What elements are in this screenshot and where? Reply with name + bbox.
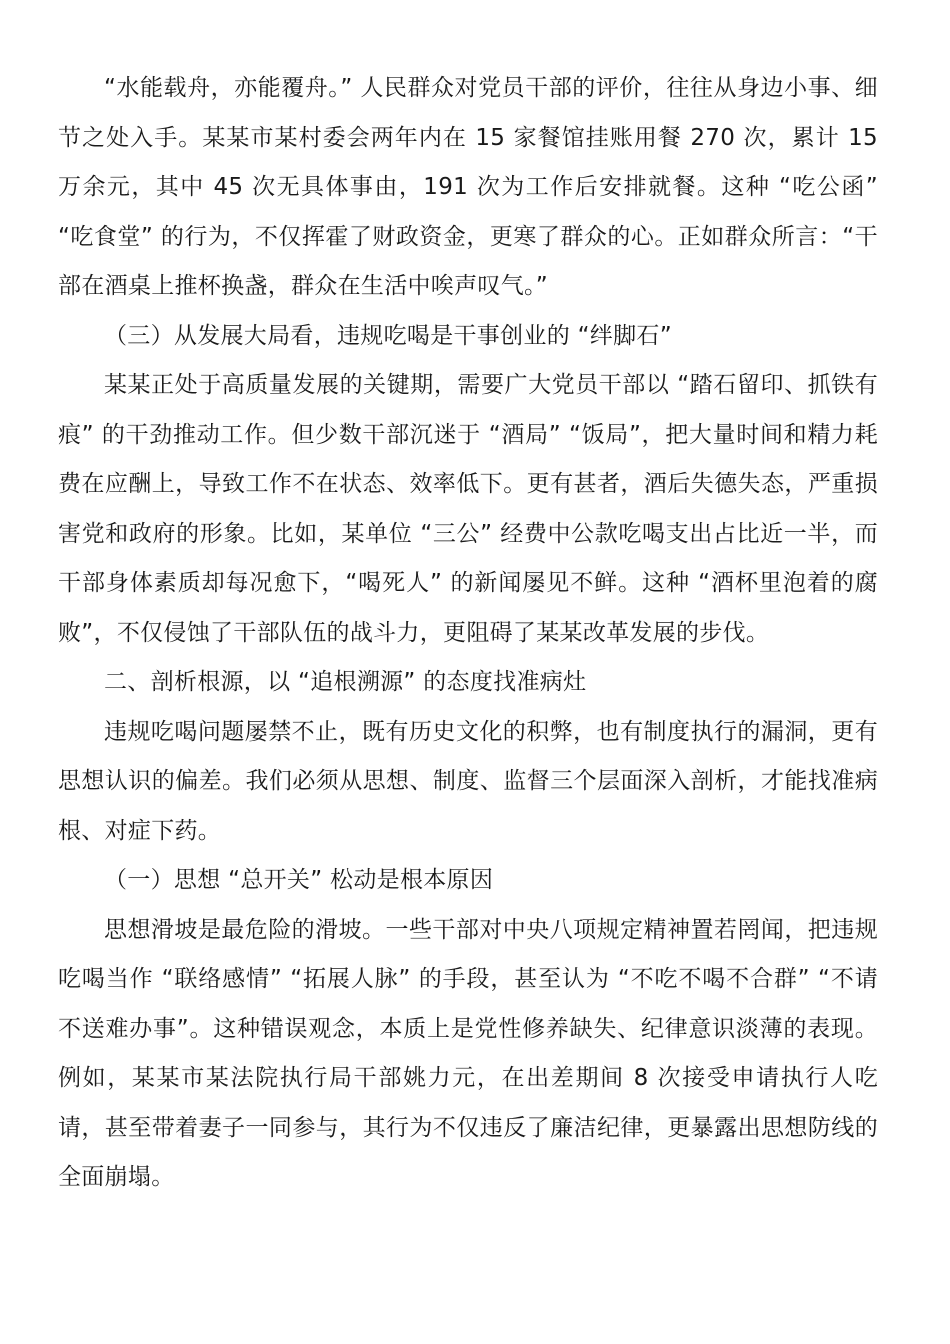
- section-heading: （三）从发展大局看，违规吃喝是干事创业的 “绊脚石”: [104, 322, 672, 349]
- document-body: [58, 64, 878, 1203]
- paragraph-body: 某某正处于高质量发展的关键期，需要广大党员干部以 “踏石留印、抓铁有痕” 的干劲推动工作。但少数干部沉迷于 “酒局” “饭局”，把大量时间和精力耗费在应酬上，导致工作不在状态、效率低下。更有甚者，酒后失德失态，严重损害党和政府的形象。比如，某单位 “三公” 经费中公款吃喝支出占比近一半，而干部身体素质却每况愈下，“喝死人” 的新闻屡见不鲜。这种 “酒杯里泡着的腐败”，不仅侵蚀了干部队伍的战斗力，更阻碍了某某改革发展的步伐。: [58, 372, 878, 646]
- paragraph-body: 违规吃喝问题屡禁不止，既有历史文化的积弊，也有制度执行的漏洞，更有思想认识的偏差。我们必须从思想、制度、监督三个层面深入剖析，才能找准病根、对症下药。: [58, 718, 878, 844]
- paragraph-body: “水能载舟，亦能覆舟。” 人民群众对党员干部的评价，往往从身边小事、细节之处入手。某某市某村委会两年内在 15 家餐馆挂账用餐 270 次，累计 15 万余元，其中 45 次无具体事由，191 次为工作后安排就餐。这种 “吃公函” “吃食堂” 的行为，不仅挥霍了财政资金，更寒了群众的心。正如群众所言：“干部在酒桌上推杯换盏，群众在生活中唉声叹气。”: [58, 75, 878, 299]
- section-heading: 二、剖析根源，以 “追根溯源” 的态度找准病灶: [104, 669, 587, 695]
- paragraph-body: 思想滑坡是最危险的滑坡。一些干部对中央八项规定精神置若罔闻，把违规吃喝当作 “联络感情” “拓展人脉” 的手段，甚至认为 “不吃不喝不合群” “不请不送难办事”。这种错误观念，本质上是党性修养缺失、纪律意识淡薄的表现。例如，某某市某法院执行局干部姚力元，在出差期间 8 次接受申请执行人吃请，甚至带着妻子一同参与，其行为不仅违反了廉洁纪律，更暴露出思想防线的全面崩塌。: [58, 916, 878, 1190]
- section-heading: （一）思想 “总开关” 松动是根本原因: [104, 867, 494, 893]
